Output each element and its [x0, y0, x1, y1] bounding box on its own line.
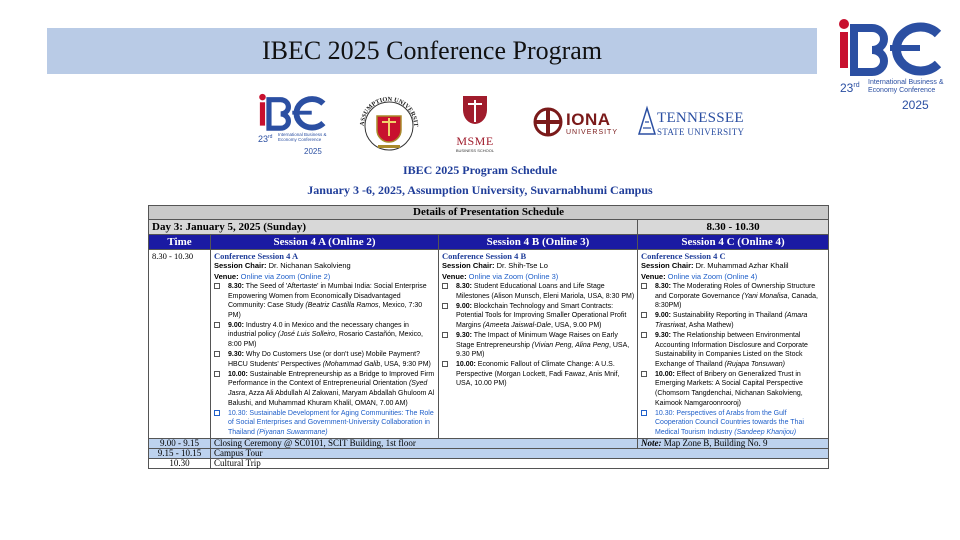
checkbox-icon — [214, 283, 220, 289]
msme-text: MSME — [456, 134, 494, 148]
paper-time: 9.00: — [228, 321, 244, 329]
footer-time: 10.30 — [149, 459, 211, 469]
session-4c-chair: Session Chair: Dr. Muhammad Azhar Khalil — [641, 261, 789, 270]
page-title: IBEC 2025 Conference Program — [261, 36, 603, 65]
au-seal-graphic — [354, 92, 424, 158]
assumption-university-seal — [354, 92, 424, 158]
session-4c-papers — [641, 282, 826, 438]
ibec-small-ordinal: 23rd — [258, 134, 273, 144]
paper-time: 9.30: — [456, 331, 472, 339]
paper-time: 8.30: — [456, 283, 472, 290]
checkbox-icon — [442, 283, 448, 289]
ibec-year: 2025 — [902, 98, 929, 112]
paper-authors: (Yani Monalisa — [741, 292, 788, 300]
paper-authors: (Beatriz Castilla Ramos — [305, 302, 379, 310]
paper-item — [641, 409, 826, 438]
session-4c-cell — [638, 250, 829, 439]
paper-authors: (Syed Jasra — [228, 380, 428, 398]
paper-details: , Canada, 8:30PM) — [655, 292, 818, 310]
day-label: Day 3: January 5, 2025 (Sunday) — [149, 220, 638, 235]
paper-authors: (Mohammad Galib — [322, 360, 381, 368]
footer-row-tour — [149, 449, 829, 459]
paper-details: , Mexico, 7:30 PM) — [228, 302, 423, 319]
checkbox-icon — [214, 410, 220, 416]
ibec-logo-mark — [834, 18, 942, 76]
paper-title: The Impact of Minimum Wage Raises on Early Stage Entrepreneurship — [456, 331, 618, 349]
checkbox-icon — [442, 361, 448, 367]
paper-title: Sustainability Reporting in Thailand — [670, 312, 785, 320]
paper-authors: (Rujapa Tonsuwan) — [724, 360, 785, 368]
ibec-logo — [834, 18, 944, 112]
iona-text: IONA — [566, 110, 611, 129]
ibec-small-year: 2025 — [304, 147, 322, 156]
footer-row-closing — [149, 439, 829, 449]
paper-authors: (Sandeep Khanijou) — [734, 428, 797, 436]
paper-title: 10.30: Sustainable Development for Aging Communities: The Role of Social Enterprises and Government-University Collaboration in Thailand — [228, 409, 434, 436]
footer-note: Note: Map Zone B, Building No. 9 — [638, 439, 829, 449]
session-4a-venue: Venue: Online via Zoom (Online 2) — [214, 272, 331, 281]
checkbox-icon — [214, 322, 220, 328]
tennessee-state-logo — [637, 92, 757, 158]
footer-event: Closing Ceremony @ SC0101, SCIT Building, 1st floor — [211, 439, 638, 449]
session-4a-cell — [211, 250, 439, 439]
paper-authors: (Piyanan Suwanmane) — [256, 428, 328, 436]
schedule-table — [148, 205, 829, 469]
paper-time: 8.30: — [228, 283, 244, 290]
paper-item — [641, 331, 826, 369]
paper-details: (Alison Munsch, Eleni Mariola, USA, 8:30 PM) — [491, 292, 635, 300]
paper-item — [214, 370, 436, 408]
schedule-title: IBEC 2025 Program Schedule — [402, 163, 558, 177]
details-header: Details of Presentation Schedule — [149, 206, 829, 220]
msme-shield — [450, 92, 500, 132]
footer-time: 9.15 - 10.15 — [149, 449, 211, 459]
iona-subtext: UNIVERSITY — [566, 129, 619, 136]
svg-text:ASSUMPTION UNIVERSITY OF THAIL: ASSUMPTION UNIVERSIT — [358, 95, 420, 127]
details-header-row — [149, 206, 829, 220]
paper-details: , Asha Mathew) — [685, 321, 734, 329]
paper-item — [641, 311, 826, 330]
paper-details: , USA, 9:30 PM) — [380, 360, 431, 368]
time-slot: 8.30 - 10.30 — [149, 250, 211, 439]
footer-event: Cultural Trip — [211, 459, 829, 469]
ibec-small-name: International Business & Economy Conference — [278, 132, 327, 142]
iona-emblem — [532, 92, 566, 158]
session-4b-venue: Venue: Online via Zoom (Online 3) — [442, 272, 559, 281]
iona-logo — [532, 92, 627, 158]
paper-authors: (José Luis Solleiro — [277, 331, 336, 339]
session-4a-chair: Session Chair: Dr. Nichanan Sakolvieng — [214, 261, 351, 270]
tsu-subtext: STATE UNIVERSITY — [657, 127, 745, 137]
session-4b-papers — [442, 282, 635, 389]
session-4b-chair: Session Chair: Dr. Shih-Tse Lo — [442, 261, 548, 270]
session-content-row — [149, 250, 829, 439]
partner-logos — [250, 92, 760, 158]
paper-details: , Azza Ali Abdullah Al Zakwani, Maryam Abdallah Ghuloom Al Balushi, and Muhammad Khuram Khalil, OMAN, 7.00 AM) — [228, 390, 435, 407]
session-4c-title: Conference Session 4 C — [641, 251, 726, 261]
paper-details: , USA, 9.30 PM) — [456, 341, 630, 359]
ibec-ordinal: 23rd — [840, 81, 860, 95]
footer-event: Campus Tour — [211, 449, 829, 459]
ibec-small-logo — [256, 92, 326, 158]
paper-time: 10.00: — [655, 370, 675, 378]
paper-title: 10.30: Perspectives of Arabs from the Gulf Cooperation Council Countries towards the Thai Medical Tourism Industry — [655, 409, 804, 436]
session-4b-cell — [439, 250, 638, 439]
paper-authors: (Vivian Peng, Alina Peng — [531, 341, 609, 349]
paper-time: 10.00: — [228, 370, 248, 378]
paper-title: Sustainable Entrepreneurship as a Bridge to Improved Firm Performance in the Context of Entrepreneurial Orientation — [228, 370, 435, 388]
checkbox-icon — [641, 283, 647, 289]
checkbox-icon — [641, 312, 647, 318]
paper-details: , USA, 9.00 PM) — [550, 321, 602, 329]
session-4b-title: Conference Session 4 B — [442, 251, 527, 261]
paper-title: Economic Fallout of Climate Change: A U.S. Perspective — [456, 361, 615, 378]
session-4a-title: Conference Session 4 A — [214, 251, 299, 261]
paper-time: 8.30: — [655, 283, 671, 290]
day-time: 8.30 - 10.30 — [638, 220, 829, 235]
ibec-small-logo-mark — [256, 92, 326, 132]
paper-item — [214, 350, 436, 369]
paper-details: (Morgan Lockett, Fadi Fawaz, Anis Mnif, USA, 10.00 PM) — [456, 370, 620, 388]
paper-title: Student Educational Loans and Life Stage Milestones — [456, 283, 605, 300]
paper-authors: (Amara Tirasriwat — [655, 312, 808, 329]
tsu-emblem — [637, 92, 657, 158]
paper-time: 9.30: — [655, 331, 671, 339]
paper-title: The Moderating Roles of Ownership Structure and Corporate Governance — [655, 283, 816, 300]
msme-subtext: BUSINESS SCHOOL — [455, 148, 495, 153]
checkbox-icon — [214, 351, 220, 357]
checkbox-icon — [641, 410, 647, 416]
session-4c-venue: Venue: Online via Zoom (Online 4) — [641, 272, 758, 281]
session-4a-papers — [214, 282, 436, 438]
paper-title: Industry 4.0 in Mexico and the necessary changes in industrial policy — [228, 321, 409, 339]
paper-title: The Relationship between Environmental Accounting Information Disclosure and Corporate Sustainability in Companies Listed on the Stock Exchange of Thailand — [655, 331, 808, 368]
schedule-subtitle: January 3 -6, 2025, Assumption University, Suvarnabhumi Campus — [307, 183, 653, 197]
paper-item — [442, 282, 635, 301]
paper-time: 9.30: — [228, 351, 244, 359]
paper-time: 10.00: — [456, 361, 476, 369]
paper-title: Blockchain Technology and Smart Contracts: Potential Tools for Improving Smaller Operational Profit Margins — [456, 302, 627, 329]
tsu-text: TENNESSEE — [657, 110, 744, 126]
paper-authors: (Ameeta Jaiswal-Dale — [482, 321, 551, 329]
paper-item — [214, 282, 436, 320]
checkbox-icon — [641, 371, 647, 377]
paper-item — [214, 409, 436, 438]
paper-details: (Chomsorn Tangdenchai, Nichanan Sakolvieng, Kaimook Namgaroonrooroj) — [655, 390, 803, 407]
footer-time: 9.00 - 9.15 — [149, 439, 211, 449]
day-row — [149, 220, 829, 235]
checkbox-icon — [442, 332, 448, 338]
paper-item — [214, 321, 436, 350]
session-header-row — [149, 235, 829, 250]
paper-item — [442, 331, 635, 360]
paper-item — [442, 302, 635, 331]
paper-item — [641, 282, 826, 311]
footer-row-trip — [149, 459, 829, 469]
paper-title: Effect of Bribery on Generalized Trust in Emerging Markets: A Social Capital Perspective — [655, 370, 803, 388]
paper-item — [442, 360, 635, 389]
msme-logo — [450, 92, 500, 158]
checkbox-icon — [442, 303, 448, 309]
paper-details: , Rosario Castañón, Mexico, 8:00 PM) — [228, 331, 423, 349]
paper-title: Why Do Customers Use (or don't use) Mobile Payment? HBCU Students' Perspectives — [228, 351, 420, 368]
paper-title: The Seed of 'Aftertaste' in Mumbai India: Social Enterprise Empowering Women from Economically Disadvantaged Community: Case Study — [228, 283, 427, 310]
session-4a-header: Session 4 A (Online 2) — [211, 235, 439, 250]
paper-item — [641, 370, 826, 408]
checkbox-icon — [641, 332, 647, 338]
ibec-name: International Business & Economy Conference — [868, 79, 944, 94]
session-4b-header: Session 4 B (Online 3) — [439, 235, 638, 250]
time-column-header: Time — [149, 235, 211, 250]
session-4c-header: Session 4 C (Online 4) — [638, 235, 829, 250]
paper-time: 9.00: — [456, 302, 472, 310]
paper-time: 9.00: — [655, 312, 671, 320]
title-bar — [47, 28, 817, 74]
checkbox-icon — [214, 371, 220, 377]
